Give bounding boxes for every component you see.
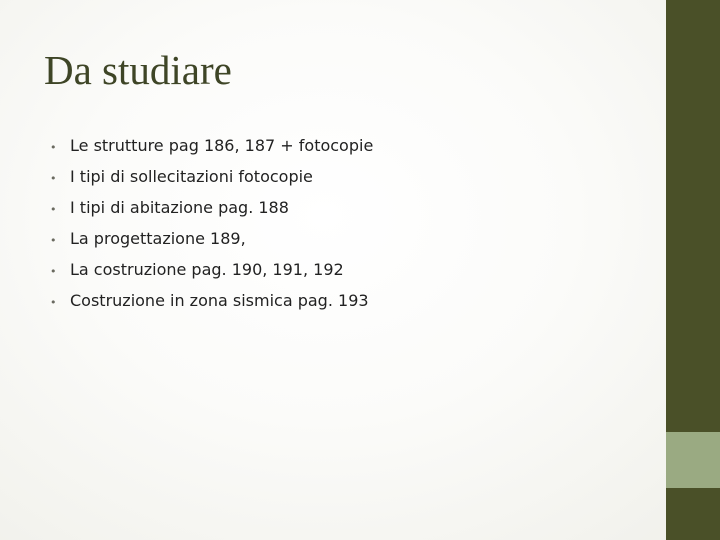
- bullet-dot-icon: •: [50, 141, 57, 154]
- bullet-text: Le strutture pag 186, 187 + fotocopie: [70, 136, 374, 155]
- bullet-item: [50, 161, 650, 192]
- bullet-item: [50, 130, 650, 161]
- bullet-item: [50, 254, 650, 285]
- bullet-item: [50, 223, 650, 254]
- side-bar-dark-top: [666, 0, 720, 432]
- bullet-text: La costruzione pag. 190, 191, 192: [70, 260, 344, 279]
- bullet-item: [50, 285, 650, 316]
- side-bar-dark-bottom: [666, 488, 720, 540]
- bullet-item: [50, 192, 650, 223]
- bullet-dot-icon: •: [50, 203, 57, 216]
- bullet-dot-icon: •: [50, 265, 57, 278]
- bullet-text: Costruzione in zona sismica pag. 193: [70, 291, 369, 310]
- bullet-dot-icon: •: [50, 234, 57, 247]
- bullet-list: [50, 130, 650, 316]
- slide-title: Da studiare: [44, 47, 232, 93]
- bullet-dot-icon: •: [50, 296, 57, 309]
- bullet-text: I tipi di sollecitazioni fotocopie: [70, 167, 313, 186]
- bullet-dot-icon: •: [50, 172, 57, 185]
- decorative-side-bar: [666, 0, 720, 540]
- side-bar-light-block: [666, 432, 720, 488]
- bullet-text: I tipi di abitazione pag. 188: [70, 198, 289, 217]
- bullet-text: La progettazione 189,: [70, 229, 246, 248]
